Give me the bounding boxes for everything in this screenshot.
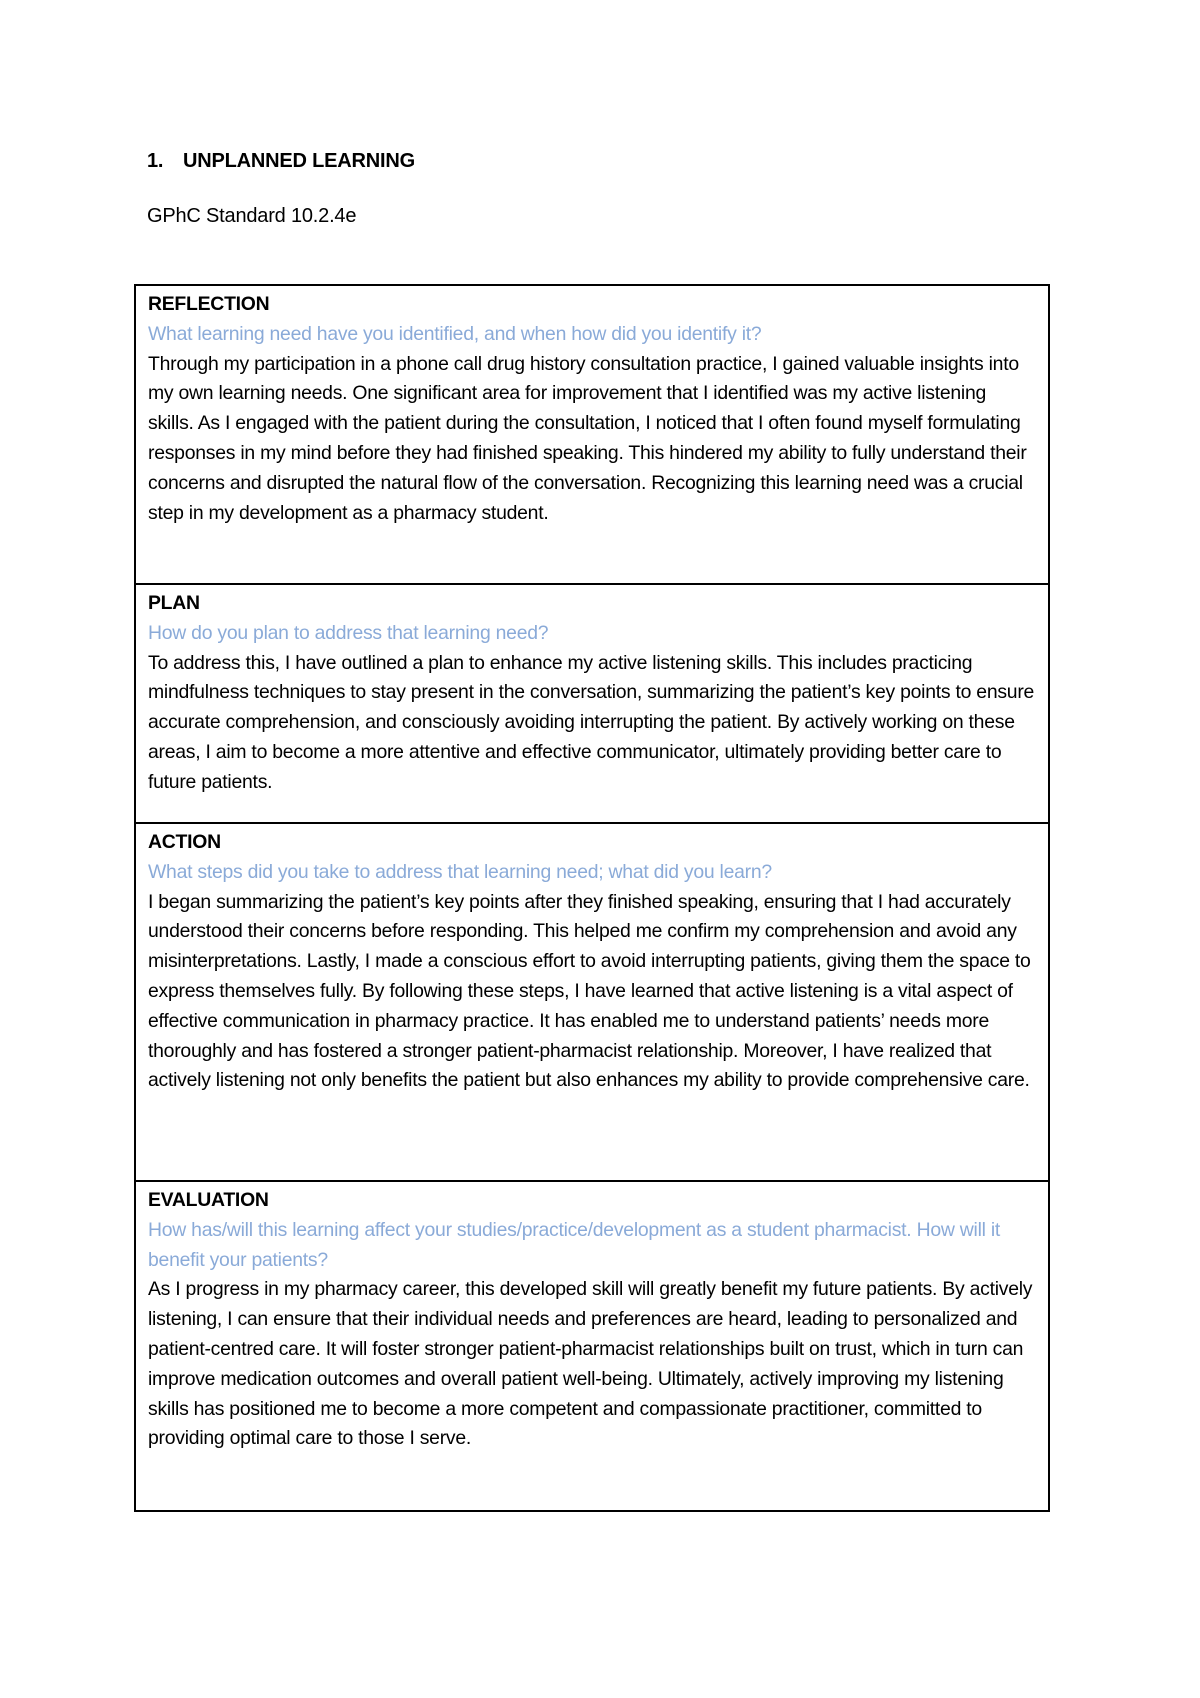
action-title: ACTION <box>148 831 221 853</box>
reflection-question: What learning need have you identified, and when how did you identify it? <box>148 322 762 345</box>
reflection-title: REFLECTION <box>148 293 270 315</box>
evaluation-question: How has/will this learning affect your studies/practice/development as a student pharmacist. How will it benefit your patients? <box>148 1218 1001 1271</box>
action-body: I began summarizing the patient’s key points after they finished speaking, ensuring that I had accurately understood their concerns before responding. This helped me confirm my comprehension and avoid any misinterpretations. Lastly, I made a conscious effort to avoid interrupting patients, giving them the space to express themselves fully. By following these steps, I have learned that active listening is a vital aspect of effective communication in pharmacy practice. It has enabled me to understand patients’ needs more thoroughly and has fostered a stronger patient-pharmacist relationship. Moreover, I have realized that actively listening not only benefits the patient but also enhances my ability to provide comprehensive care. <box>148 890 1031 1092</box>
reflection-cell <box>136 286 1048 585</box>
plan-cell <box>136 585 1048 824</box>
evaluation-title: EVALUATION <box>148 1189 269 1211</box>
plan-question: How do you plan to address that learning need? <box>148 621 549 644</box>
plan-title: PLAN <box>148 592 200 614</box>
action-cell <box>136 824 1048 1182</box>
gphc-standard: GPhC Standard 10.2.4e <box>147 205 357 227</box>
reflection-body: Through my participation in a phone call drug history consultation practice, I gained valuable insights into my own learning needs. One significant area for improvement that I identified was my active listening skills. As I engaged with the patient during the consultation, I noticed that I often found myself formulating responses in my mind before they had finished speaking. This hindered my ability to fully understand their concerns and disrupted the natural flow of the conversation. Recognizing this learning need was a crucial step in my development as a pharmacy student. <box>148 352 1027 524</box>
plan-body: To address this, I have outlined a plan to enhance my active listening skills. This includes practicing mindfulness techniques to stay present in the conversation, summarizing the patient’s key points to ensure accurate comprehension, and consciously avoiding interrupting the patient. By actively working on these areas, I aim to become a more attentive and effective communicator, ultimately providing better care to future patients. <box>148 651 1035 793</box>
section-title: UNPLANNED LEARNING <box>183 150 415 172</box>
reflection-table <box>134 284 1050 1512</box>
evaluation-body: As I progress in my pharmacy career, this developed skill will greatly benefit my future patients. By actively listening, I can ensure that their individual needs and preferences are heard, leading to personalized and patient-centred care. It will foster stronger patient-pharmacist relationships built on trust, which in turn can improve medication outcomes and overall patient well-being. Ultimately, actively improving my listening skills has positioned me to become a more competent and compassionate practitioner, committed to providing optimal care to those I serve. <box>148 1278 1033 1450</box>
evaluation-cell <box>136 1182 1048 1510</box>
section-number: 1. <box>147 150 164 172</box>
action-question: What steps did you take to address that learning need; what did you learn? <box>148 860 772 883</box>
section-heading <box>147 150 415 173</box>
